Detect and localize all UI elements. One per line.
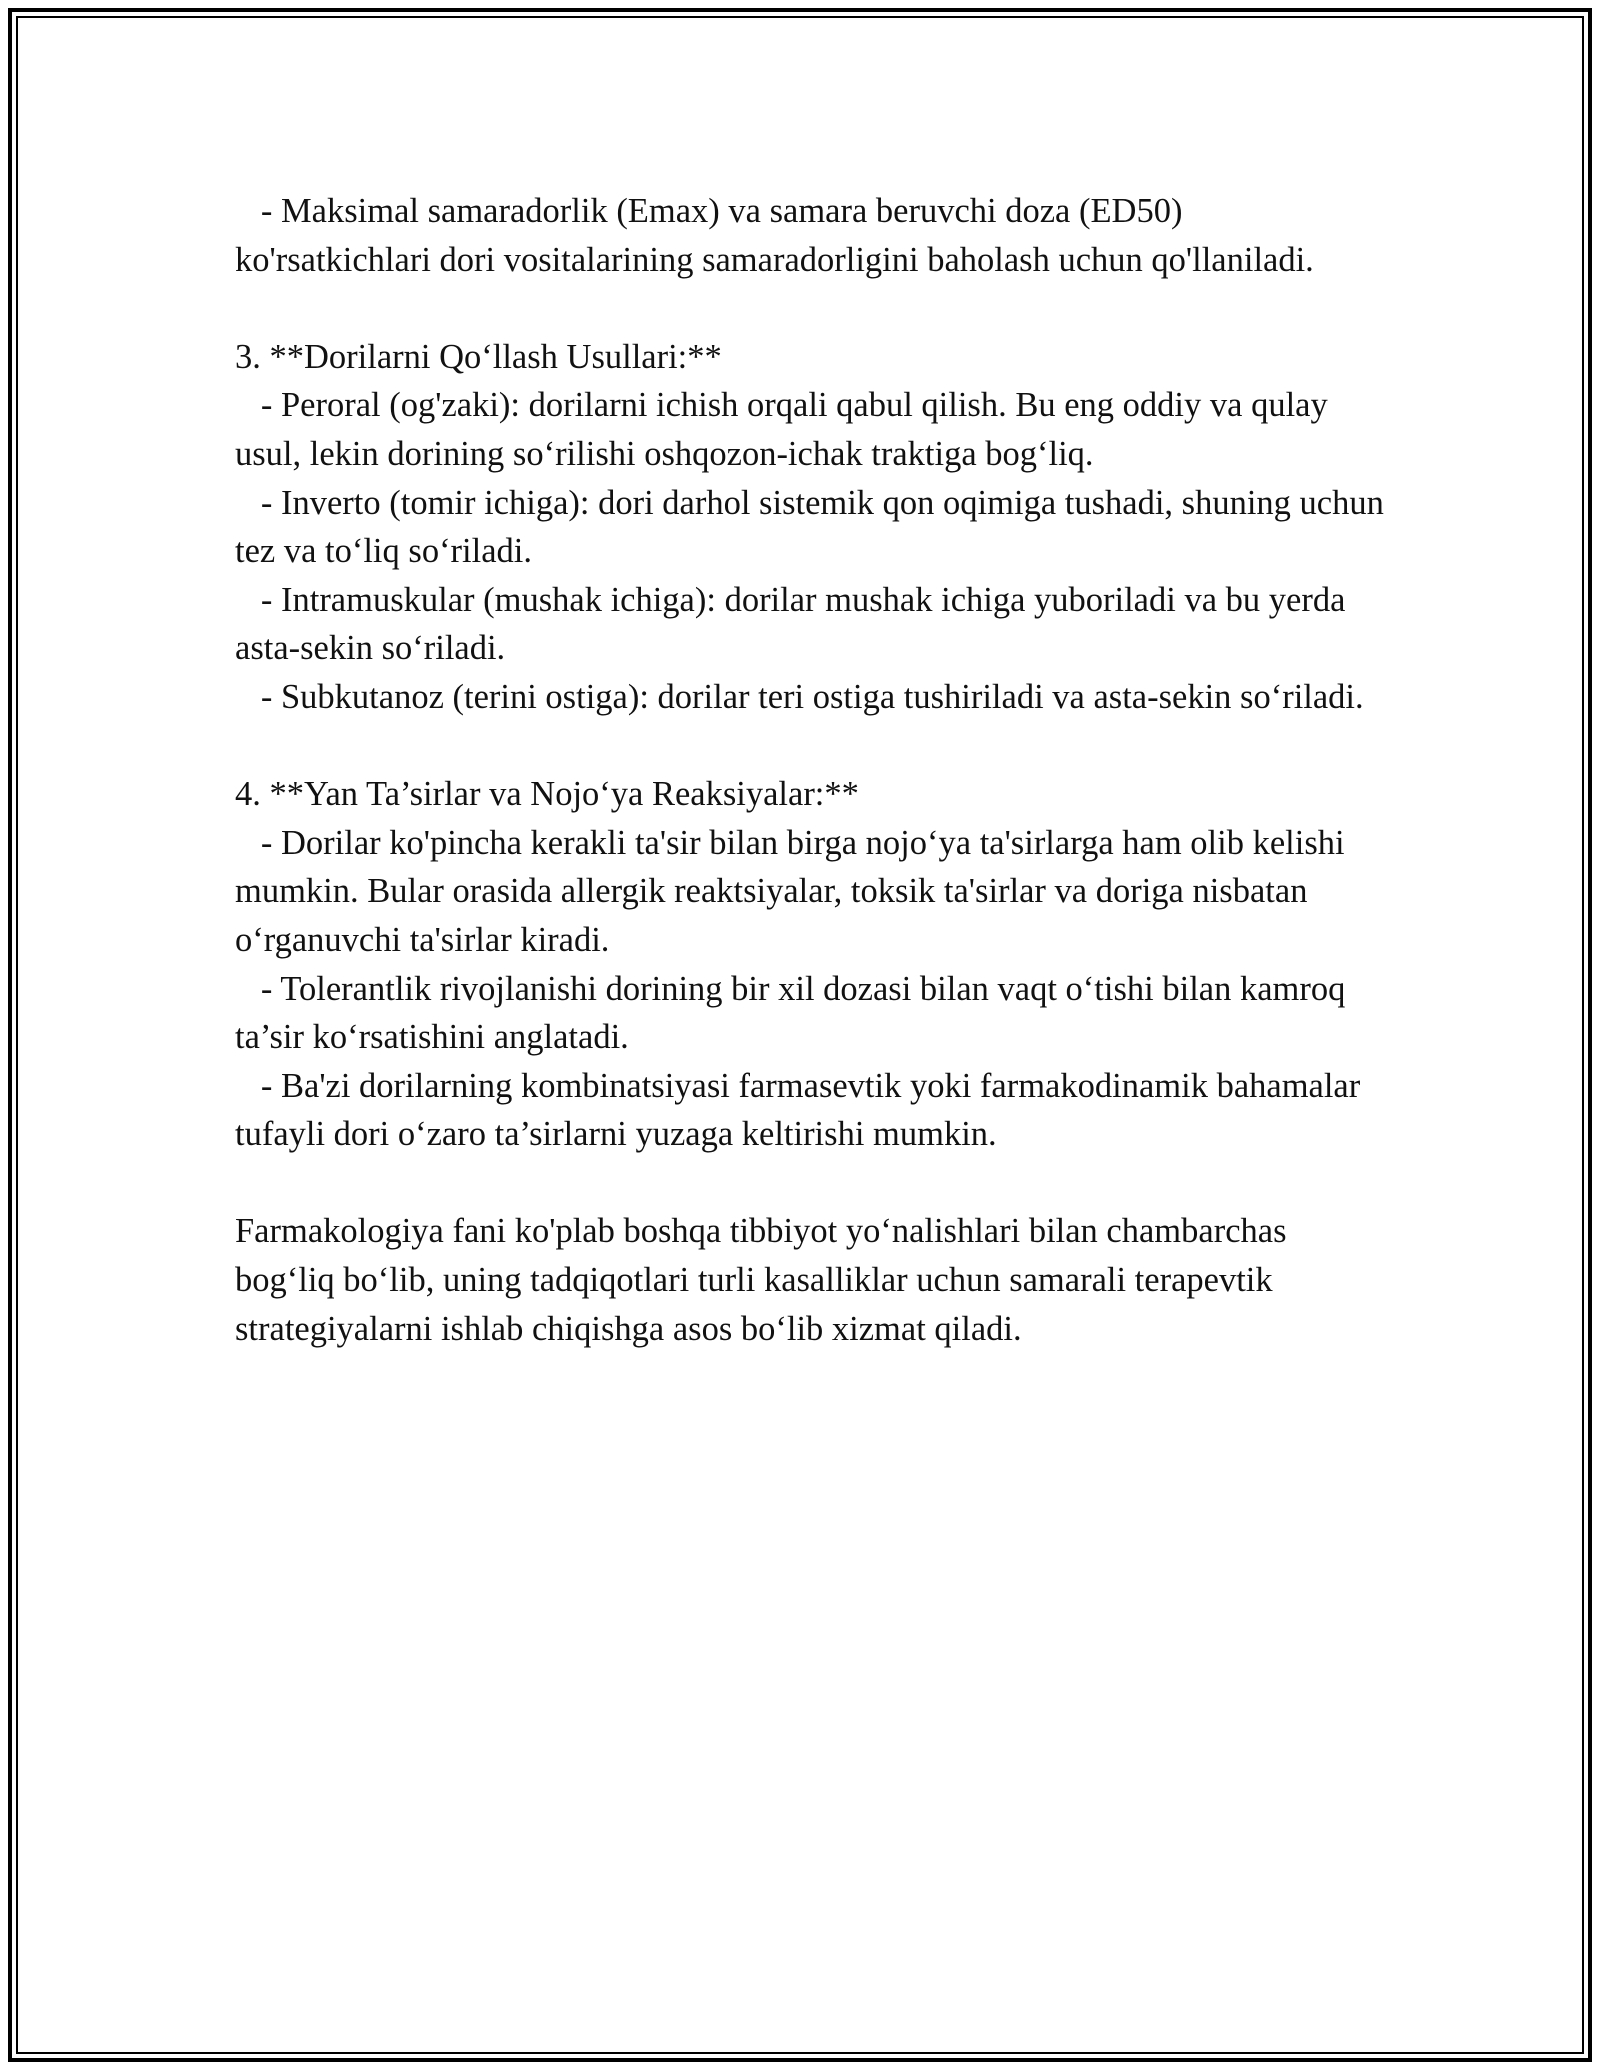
section-heading-side-effects: 4. **Yan Ta’sirlar va Nojo‘ya Reaksiyalar:** bbox=[235, 775, 859, 814]
list-item-intramuskular: - Intramuskular (mushak ichiga): dorilar mushak ichiga yuboriladi va bu yerda asta-sekin so‘riladi. bbox=[235, 580, 1355, 668]
document-body bbox=[235, 187, 1393, 1353]
section-heading-application-methods: 3. **Dorilarni Qo‘llash Usullari:** bbox=[235, 337, 722, 376]
paragraph-conclusion: Farmakologiya fani ko'plab boshqa tibbiyot yo‘nalishlari bilan chambarchas bog‘liq bo‘lib, uning tadqiqotlari turli kasalliklar uchun samarali terapevtik strategiyalarni ishlab chiqishga asos bo‘lib xizmat qiladi. bbox=[235, 1212, 1296, 1348]
list-item-tolerance: - Tolerantlik rivojlanishi dorining bir xil dozasi bilan vaqt o‘tishi bilan kamroq ta’sir ko‘rsatishini anglatadi. bbox=[235, 969, 1354, 1057]
list-item-subkutanoz: - Subkutanoz (terini ostiga): dorilar teri ostiga tushiriladi va asta-sekin so‘riladi. bbox=[235, 677, 1364, 716]
list-item-drug-interactions: - Ba'zi dorilarning kombinatsiyasi farmasevtik yoki farmakodinamik bahamalar tufayli dori o‘zaro ta’sirlarni yuzaga keltirishi mumkin. bbox=[235, 1066, 1369, 1154]
paragraph-gap bbox=[235, 1159, 1385, 1208]
paragraph-gap bbox=[235, 284, 1385, 333]
list-item-inverto: - Inverto (tomir ichiga): dori darhol sistemik qon oqimiga tushadi, shuning uchun tez va to‘liq so‘riladi. bbox=[235, 483, 1393, 571]
list-item-peroral: - Peroral (og'zaki): dorilarni ichish orqali qabul qilish. Bu eng oddiy va qulay usul, lekin dorining so‘rilishi oshqozon-ichak traktiga bog‘liq. bbox=[235, 386, 1337, 473]
paragraph-gap bbox=[235, 722, 1385, 771]
list-item-side-effects: - Dorilar ko'pincha kerakli ta'sir bilan birga nojo‘ya ta'sirlarga ham olib kelishi mumkin. Bular orasida allergik reaktsiyalar, toksik ta'sirlar va doriga nisbatan o‘rganuvchi ta'sirlar kiradi. bbox=[235, 823, 1354, 959]
paragraph-emax-ed50: - Maksimal samaradorlik (Emax) va samara beruvchi doza (ED50) ko'rsatkichlari dori vositalarining samaradorligini baholash uchun qo'llaniladi. bbox=[235, 192, 1314, 279]
